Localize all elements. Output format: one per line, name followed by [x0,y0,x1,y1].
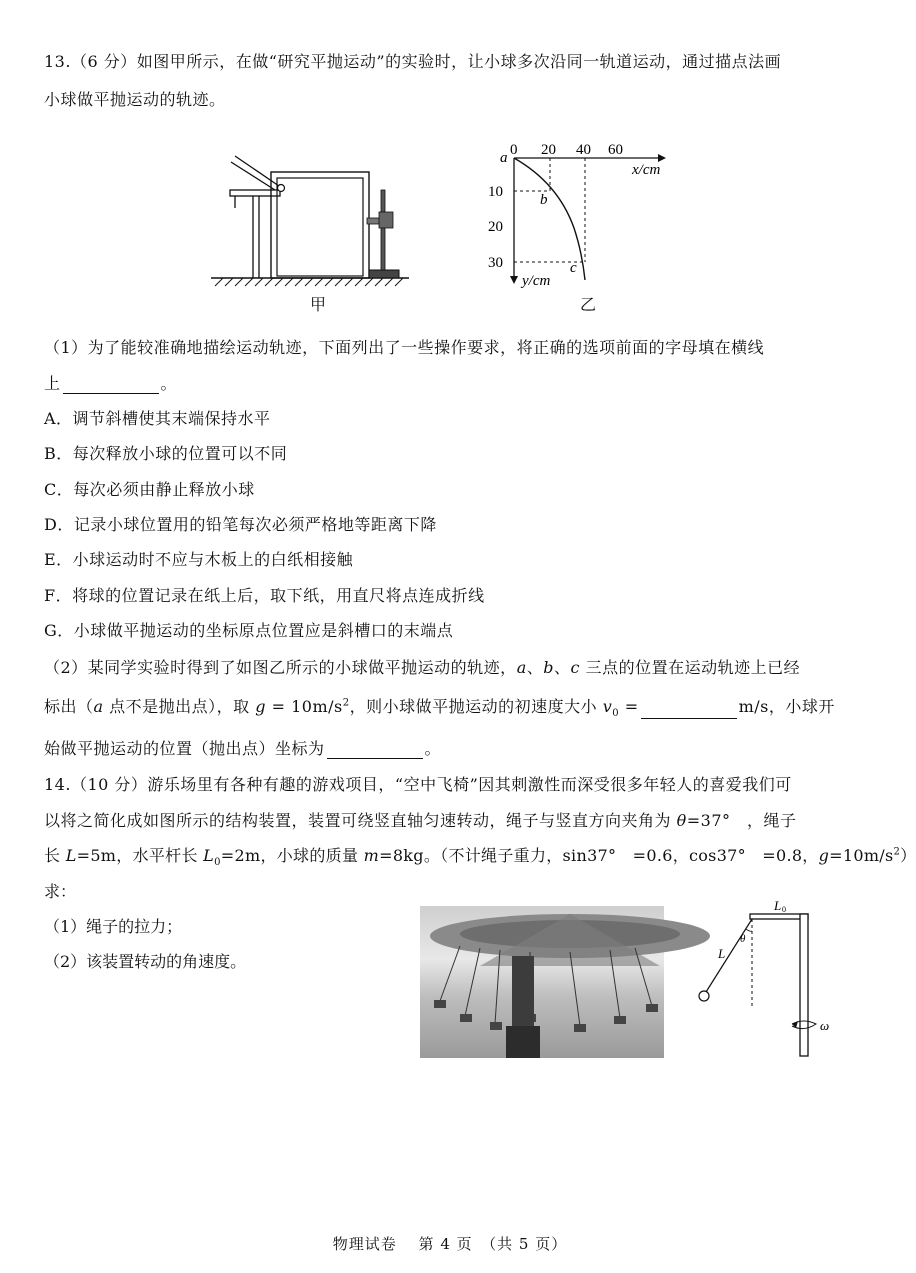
q13-part1-line2 [44,371,177,394]
page-footer: 物理试卷 第 4 页 （共 5 页） [332,1235,568,1253]
q13-part2-line2: 标出（a 点不是抛出点），取 $g = 10m/s^2$，则小球做平抛运动的初速度大小 $v_0 = m/s$，小球开 [44,697,835,720]
y-tick-20: 20 [488,219,503,235]
q14-stem-line3: 长 L=5m，水平杆长 $L_0=2m$，小球的质量 m=8kg。（不计绳子重力，sin37° =0.6，cos37° =0.8，$g=10m/s^2$） [44,846,916,869]
option-a: A．调节斜槽使其末端保持水平 [44,409,271,428]
option-b: B．每次释放小球的位置可以不同 [44,444,288,463]
swing-ride-photo [420,906,664,1058]
option-e: E．小球运动时不应与木板上的白纸相接触 [44,550,354,569]
q13-part1-end: 。 [160,374,178,393]
answer-blank-1[interactable] [63,375,159,394]
q14-subquestion-1: （1）绳子的拉力； [44,917,183,936]
x-axis-label: x/cm [632,162,661,178]
answer-blank-coordinates[interactable] [327,740,423,759]
figure-jia-label: 甲 [310,295,327,314]
q13-part2-line1: （2）某同学实验时得到了如图乙所示的小球做平抛运动的轨迹，a、b、c 三点的位置在运动轨迹上已经 [44,658,801,677]
option-g: G．小球做平抛运动的坐标原点位置应是斜槽口的末端点 [44,621,454,640]
q13-stem-line1: 13.（6 分）如图甲所示，在做“研究平抛运动”的实验时，让小球多次沿同一轨道运动，通过描点法画 [44,52,782,71]
q13-part2-line3: 始做平抛运动的位置（抛出点）坐标为 。 [44,739,442,758]
q14-subquestion-2: （2）该装置转动的角速度。 [44,952,247,971]
point-b-label: b [540,192,548,208]
point-c-label: c [570,260,577,276]
q14-stem-line2: 以将之简化成如图所示的结构装置，装置可绕竖直轴匀速转动，绳子与竖直方向夹角为 θ=37° ，绳子 [44,811,797,830]
answer-blank-v0[interactable] [641,700,737,719]
x-tick-40: 40 [576,142,591,158]
option-c: C．每次必须由静止释放小球 [44,480,255,499]
q14-stem-line1: 14.（10 分）游乐场里有各种有趣的游戏项目，“空中飞椅”因其刺激性而深受很多年轻人的喜爱我们可 [44,775,792,794]
q14-stem-line4: 求： [44,882,77,901]
swing-structure-diagram [688,896,838,1066]
origin-label: 0 [510,142,518,158]
figure-yi-trajectory [488,138,678,298]
y-axis-label: y/cm [522,273,551,289]
q13-stem-line2: 小球做平抛运动的轨迹。 [44,90,226,109]
diagram-l0-label: L [774,898,782,913]
option-d: D．记录小球位置用的铅笔每次必须严格地等距离下降 [44,515,437,534]
diagram-omega-label: ω [820,1018,830,1033]
diagram-l-label: L [718,946,726,961]
x-tick-20: 20 [541,142,556,158]
figure-yi-label: 乙 [580,295,597,314]
diagram-theta-label: θ [740,933,746,945]
point-a-label: a [500,150,508,166]
q13-part1-line1: （1）为了能较准确地描绘运动轨迹，下面列出了一些操作要求，将正确的选项前面的字母填在横线 [44,338,765,357]
figure-jia-apparatus [205,148,410,296]
option-f: F．将球的位置记录在纸上后，取下纸，用直尺将点连成折线 [44,586,485,605]
q13-part1-prefix: 上 [44,374,61,393]
x-tick-60: 60 [608,142,623,158]
y-tick-30: 30 [488,255,503,271]
diagram-l0-sub: 0 [782,905,786,914]
y-tick-10: 10 [488,184,503,200]
